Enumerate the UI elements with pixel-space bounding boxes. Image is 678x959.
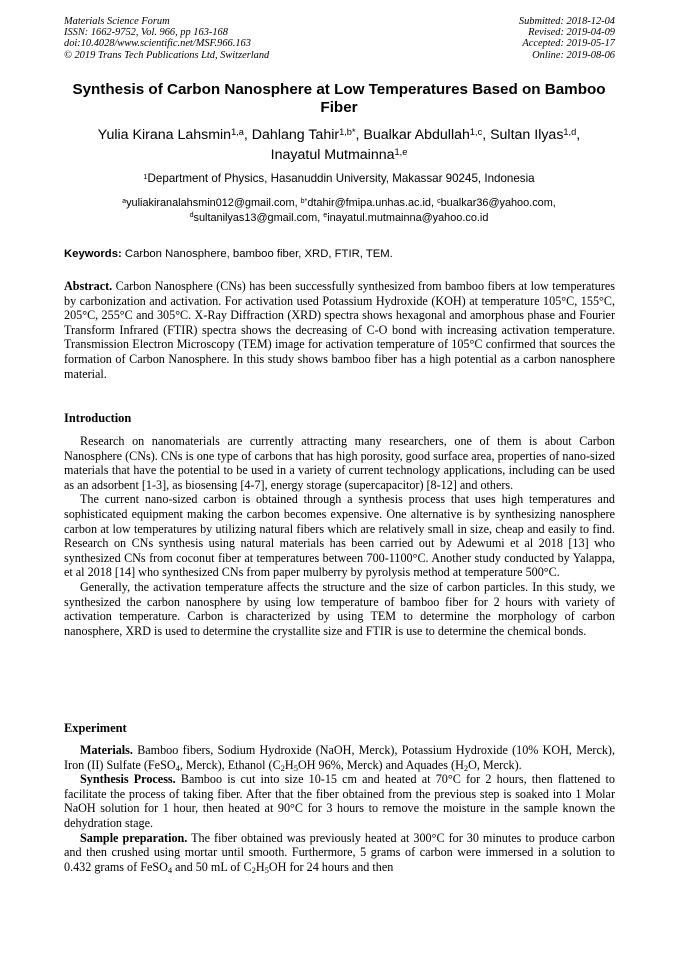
author-emails (56, 196, 622, 225)
author-affil-mark: 1,d (563, 126, 577, 137)
author-separator: , (482, 127, 491, 143)
subscript: 4 (167, 864, 173, 875)
paragraph: Research on nanomaterials are currently attracting many researchers, one of them is about Carbon Nanosphere (CNs). CNs is one type of carbons that has high porosity, good surface area, properties of nano-sized materials that have the potential to be used in a variety of current technology applications, including can be used as an adsorbent [1-3], as biosensing [4-7], energy storage (supercapacitor) [8-12] and others. (64, 434, 615, 492)
abstract (64, 279, 615, 381)
email-separator: , (431, 197, 438, 209)
author-name: Sultan Ilyas (490, 127, 564, 143)
synthesis-text: Bamboo is cut into size 10-15 cm and heated at 70°C for 2 hours, then flattened to facilitate the process of taking fiber. After that the fiber obtained from the previous step is soaked into 1 Molar NaOH solution for 1 hour, then heated at 90°C for 3 hours to remove the moisture in the sample known the dehydration stage. (64, 772, 615, 830)
email-separator: , (294, 197, 301, 209)
experiment-body (64, 743, 615, 874)
date-accepted: Accepted: 2019-05-17 (522, 38, 615, 50)
email-address: sultanilyas13@gmail.com (193, 211, 318, 224)
email-mark: b* (300, 196, 308, 205)
sample-text: and 50 mL of C (172, 859, 252, 874)
date-revised: Revised: 2019-04-09 (528, 27, 615, 39)
author-name: Inayatul Mutmainna (270, 147, 395, 163)
author-separator: , (576, 127, 581, 143)
email-mark: a (122, 196, 127, 205)
sample-label: Sample preparation. (80, 830, 188, 845)
date-online: Online: 2019-08-06 (532, 49, 615, 61)
email-mark: c (437, 196, 441, 205)
materials-text: O, Merck). (468, 757, 522, 772)
affiliation (56, 171, 622, 186)
date-submitted: Submitted: 2018-12-04 (518, 16, 615, 27)
author-separator: , (243, 127, 252, 143)
author-affil-mark: 1,e (394, 146, 408, 157)
author-affil-mark: 1,a (231, 126, 244, 137)
journal-name: Materials Science Forum (64, 16, 170, 27)
sample-text: The fiber obtained was previously heated at 300°C for 30 minutes to produce carbon and then crushed using mortar until smooth. Furthermore, 5 grams of carbon were immersed in a solution to 0.432 grams of FeSO (64, 830, 615, 874)
email-mark: d (189, 211, 194, 220)
abstract-text: Carbon Nanosphere (CNs) has been successfully synthesized from bamboo fibers at low temperatures by carbonization and activation. For activation used Potassium Hydroxide (KOH) at temperature 105°C, 155°C, 205°C, 255°C and 305°C. X-Ray Diffraction (XRD) spectra shows hexagonal and amorphous phase and Fourier Transform Infrared (FTIR) spectra shows the decreasing of C-O bond with increasing activation temperature. Transmission Electron Microscopy (TEM) image for activation temperature of 105°C confirmed that sources the formation of Carbon Nanosphere. In this study shows bamboo fiber has a high potential as a carbon nanosphere material. (64, 279, 615, 381)
experiment-heading: Experiment (64, 721, 127, 735)
journal-doi: doi:10.4028/www.scientific.net/MSF.966.163 (64, 38, 251, 50)
introduction-body (64, 434, 615, 638)
paragraph: Generally, the activation temperature affects the structure and the size of carbon particles. In this study, we synthesized the carbon nanosphere by using low temperature of bamboo fiber for 2 hours with variety of activation temperature. Carbon is characterized by using TEM to determine the morphology of carbon nanosphere, XRD is used to determine the crystallite size and FTIR is use to determine the chemical bonds. (64, 579, 615, 638)
abstract-label: Abstract. (64, 279, 113, 293)
sample-text: H (255, 859, 265, 874)
materials-text: , Merck), Ethanol (C (179, 757, 281, 772)
email-separator: , (552, 197, 556, 209)
materials-text: H (284, 757, 294, 772)
email-address: inayatul.mutmainna@yahoo.co.id (327, 211, 489, 224)
email-address: bualkar36@yahoo.com (440, 197, 553, 209)
keywords-label: Keywords: (64, 248, 122, 260)
journal-copyright: © 2019 Trans Tech Publications Ltd, Switzerland (64, 49, 270, 61)
email-mark: e (323, 211, 328, 220)
synthesis-label: Synthesis Process. (80, 772, 176, 787)
email-separator: , (317, 211, 324, 224)
subscript: 2 (251, 864, 256, 875)
affiliation-text: Department of Physics, Hasanuddin University, Makassar 90245, Indonesia (147, 172, 535, 185)
author-name: Yulia Kirana Lahsmin (97, 127, 232, 143)
materials-paragraph (64, 743, 615, 772)
author-name: Dahlang Tahir (251, 127, 340, 143)
journal-header-left (64, 16, 269, 61)
subscript: 2 (280, 762, 285, 773)
paper-title: Synthesis of Carbon Nanosphere at Low Temperatures Based on Bamboo Fiber (72, 81, 606, 116)
affiliation-mark: 1 (143, 171, 148, 181)
sample-paragraph (64, 831, 615, 875)
journal-issn: ISSN: 1662-9752, Vol. 966, pp 163-168 (64, 27, 228, 39)
author-list (56, 125, 622, 165)
paragraph: The current nano-sized carbon is obtained through a synthesis process that uses high temperatures and sophisticated equipment making the carbon becomes expensive. One alternative is by synthesizing nanosphere carbon at low temperatures by utilizing natural fibers which are relatively small in size, cheap and easily to find. Research on CNs synthesis using natural materials has been carried out by Adewumi et al 2018 [13] who synthesized CNs from coconut fiber at temperatures between 700-1100°C. Another study conducted by Yalappa, et al 2018 [14] who synthesized CNs from paper mulberry by pyrolysis method at temperature 500°C. (64, 492, 615, 580)
author-affil-mark: 1,b* (339, 126, 356, 137)
email-address: dtahir@fmipa.unhas.ac.id (307, 197, 431, 209)
subscript: 4 (175, 762, 180, 773)
keywords (64, 247, 616, 261)
materials-text: Bamboo fibers, Sodium Hydroxide (NaOH, Merck), Potassium Hydroxide (10% KOH, Merck), Iron (II) Sulfate (FeSO (64, 743, 615, 772)
materials-label: Materials. (80, 743, 133, 757)
synthesis-paragraph (64, 772, 615, 830)
email-address: yuliakiranalahsmin012@gmail.com (126, 197, 295, 209)
author-separator: , (355, 127, 364, 143)
subscript: 5 (293, 762, 298, 773)
materials-text: OH 96%, Merck) and Aquades (H (297, 757, 464, 772)
journal-header-right (519, 16, 615, 61)
author-affil-mark: 1,c (469, 126, 483, 137)
sample-text: OH for 24 hours and then (268, 859, 394, 874)
introduction-heading: Introduction (64, 411, 132, 425)
subscript: 5 (264, 864, 269, 875)
keywords-text: Carbon Nanosphere, bamboo fiber, XRD, FTIR, TEM. (124, 248, 393, 260)
subscript: 2 (463, 762, 469, 773)
author-name: Bualkar Abdullah (363, 127, 470, 143)
